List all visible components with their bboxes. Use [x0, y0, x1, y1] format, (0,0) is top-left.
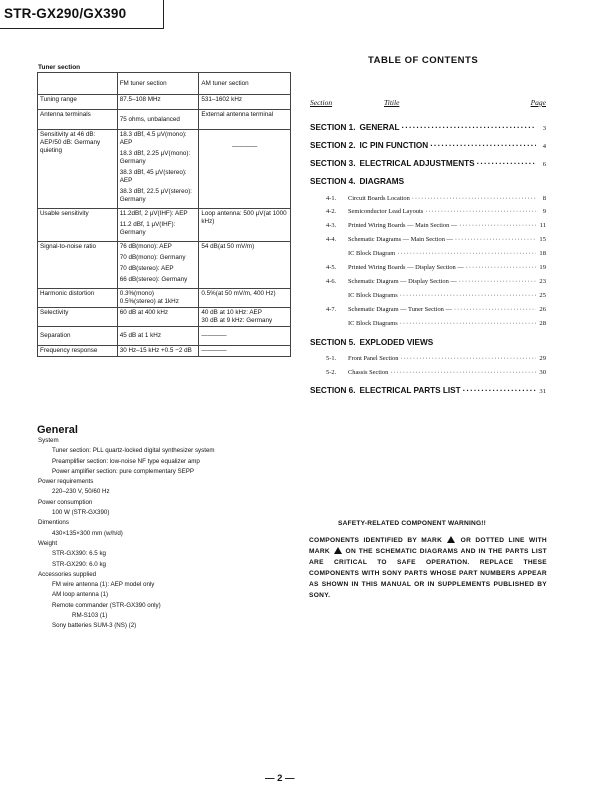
fm-value: 76 dB(mono): AEP: [119, 243, 172, 250]
title-underline: [0, 28, 163, 29]
row-label: Tuning range: [38, 95, 118, 110]
list-item: Sony batteries SUM-3 (NS) (2): [52, 622, 137, 630]
tuner-section-heading: Tuner section: [38, 64, 81, 71]
row-label: Separation: [38, 327, 118, 346]
am-value: External antenna terminal: [199, 110, 291, 130]
am-value: 54 dB(at 50 mV/m): [199, 242, 291, 289]
warning-text: ON THE SCHEMATIC DIAGRAMS AND IN THE PARTS LIST ARE CRITICAL TO SAFE OPERATION. REPLACE THESE COMPONENTS WITH SONY PARTS WHOSE PART NUMBERS APPEAR AS SHOWN IN THIS MANUAL OR IN SUPPLEMENTS PUBLISHED BY SONY.: [309, 548, 547, 600]
toc-entry[interactable]: SECTION 1. GENERAL ····· 3: [310, 123, 546, 132]
fm-value-group: [117, 289, 199, 308]
table-header-row: [38, 73, 291, 95]
table-row: [38, 308, 291, 327]
am-value: 531–1602 kHz: [199, 95, 291, 110]
fm-value-group: [117, 242, 199, 289]
fm-value-group: [117, 130, 199, 209]
list-item: 430×135×300 mm (w/h/d): [52, 529, 123, 537]
header-fm: FM tuner section: [117, 73, 199, 95]
warning-text: OR DOTTED LINE WITH MARK: [309, 537, 547, 556]
fm-value: 38.3 dBf, 45 μV(stereo): AEP: [119, 169, 187, 184]
toc-entry[interactable]: IC Block Diagram ····· 18: [310, 250, 546, 257]
row-label: Sensitivity at 46 dB: AEP/50 dB: Germany quieting: [38, 130, 118, 209]
title-divider: [163, 0, 164, 29]
general-spec-list: [38, 436, 215, 632]
fm-value: 66 dB(stereo): Germany: [119, 276, 188, 283]
list-item: Weight: [38, 539, 58, 547]
list-item: Dimentions: [38, 519, 69, 527]
warning-triangle-icon: [334, 547, 342, 554]
header-am: AM tuner section: [199, 73, 291, 95]
table-row: [38, 289, 291, 308]
list-item: FM wire antenna (1): AEP model only: [52, 581, 155, 589]
toc-col-title: Titile: [384, 98, 400, 107]
toc-entry[interactable]: SECTION 5. EXPLODED VIEWS: [310, 338, 434, 347]
fm-value: 60 dB at 400 kHz: [117, 308, 199, 327]
table-row: [38, 110, 291, 130]
toc-entry[interactable]: 5-2. Chassis Section ····· 30: [310, 369, 546, 376]
table-row: [38, 130, 291, 209]
warning-text: COMPONENTS IDENTIFIED BY MARK: [309, 537, 443, 544]
fm-value: 70 dB(mono): Germany: [119, 254, 186, 261]
table-row: [38, 327, 291, 346]
list-item: AM loop antenna (1): [52, 591, 109, 599]
fm-value: 45 dB at 1 kHz: [117, 327, 199, 346]
list-item: Accessories supplied: [38, 570, 97, 578]
list-item: System: [38, 437, 59, 444]
toc-entry[interactable]: 4-1. Circuit Boards Location ····· 8: [310, 195, 546, 202]
table-row: [38, 209, 291, 242]
toc-entry[interactable]: 4-2. Semiconductor Lead Layouts ····· 9: [310, 208, 546, 215]
fm-value: 11.2dBf, 2 μV(IHF): AEP: [119, 210, 188, 217]
fm-value: 11.2 dBf, 1 μV(IHF): Germany: [119, 221, 176, 236]
am-value: 40 dB at 10 kHz: AEP: [201, 309, 262, 316]
toc-entry[interactable]: IC Block Diagrams ····· 25: [310, 292, 546, 299]
toc-title: TABLE OF CONTENTS: [368, 55, 479, 66]
fm-value: 38.3 dBf, 22.5 μV(stereo): Germany: [119, 188, 192, 203]
toc-entry[interactable]: 4-7. Schematic Diagram — Tuner Section — ····· 26: [310, 306, 546, 313]
am-value-group: [199, 308, 291, 327]
list-item: 100 W (STR-GX390): [52, 509, 110, 517]
table-row: [38, 346, 291, 357]
toc-entry[interactable]: SECTION 6. ELECTRICAL PARTS LIST ····· 31: [310, 386, 546, 395]
model-title: STR-GX290/GX390: [4, 6, 127, 21]
row-label: Selectivity: [38, 308, 118, 327]
fm-value: 18.3 dBf, 4.5 μV(mono): AEP: [119, 131, 187, 146]
tuner-spec-table: [37, 72, 291, 357]
toc-entry[interactable]: 4-5. Printed Wiring Boards — Display Section — ····· 19: [310, 264, 546, 271]
row-label: Frequency response: [38, 346, 118, 357]
general-heading: General: [37, 424, 78, 436]
toc-entry[interactable]: SECTION 4. DIAGRAMS: [310, 177, 405, 186]
header-blank: [38, 73, 118, 95]
list-item: Remote commander (STR-GX390 only): [52, 601, 161, 609]
list-item: Preamplifier section: low-noise NF type equalizer amp: [52, 457, 200, 465]
list-item: 220–230 V, 50/60 Hz: [52, 488, 110, 496]
fm-value: 0.3%(mono): [119, 290, 155, 297]
am-value-cell: [199, 130, 291, 209]
toc-entry[interactable]: 4-3. Printed Wiring Boards — Main Section — ····· 11: [310, 222, 546, 229]
toc-entry[interactable]: SECTION 3. ELECTRICAL ADJUSTMENTS ····· 6: [310, 159, 546, 168]
warning-triangle-icon: [447, 536, 455, 543]
fm-value: 18.3 dBf, 2.25 μV(mono): Germany: [119, 150, 191, 165]
toc-entry[interactable]: 4-4. Schematic Diagrams — Main Section — ····· 15: [310, 236, 546, 243]
toc-entry[interactable]: IC Block Diagrams ····· 28: [310, 320, 546, 327]
am-value: ————: [199, 327, 291, 346]
row-label: Signal-to-noise ratio: [38, 242, 118, 289]
toc-col-page: Page: [530, 98, 546, 107]
row-label: Usable sensitivity: [38, 209, 118, 242]
table-row: [38, 95, 291, 110]
am-value: 0.5%(at 50 mV/m, 400 Hz): [199, 289, 291, 308]
am-value: 30 dB at 9 kHz: Germany: [201, 317, 273, 324]
fm-value-group: [117, 209, 199, 242]
fm-value: 75 ohms, unbalanced: [117, 110, 199, 130]
row-label: Harmonic distortion: [38, 289, 118, 308]
list-item: RM-S103 (1): [72, 612, 108, 620]
toc-entry[interactable]: 5-1. Front Panel Section ····· 29: [310, 355, 546, 362]
page-number: — 2 —: [265, 773, 295, 784]
toc-col-section: Section: [310, 98, 333, 107]
safety-warning-title: SAFETY-RELATED COMPONENT WARNING!!: [338, 520, 487, 527]
list-item: Power consumption: [38, 498, 93, 506]
fm-value: 87.5–108 MHz: [117, 95, 199, 110]
fm-value: 0.5%(stereo) at 1kHz: [119, 298, 179, 305]
list-item: Power amplifier section: pure complementary SEPP: [52, 467, 195, 475]
safety-warning-body: [309, 535, 547, 602]
fm-value: 70 dB(stereo): AEP: [119, 265, 174, 272]
am-value: ————: [199, 346, 291, 357]
list-item: STR-GX390: 6.5 kg: [52, 550, 106, 558]
list-item: Tuner section: PLL quartz-locked digital synthesizer system: [52, 447, 215, 455]
row-label: Antenna terminals: [38, 110, 118, 130]
toc-entry[interactable]: 4-6. Schematic Diagram — Display Section — ····· 23: [310, 278, 546, 285]
table-row: [38, 242, 291, 289]
am-value: ————: [232, 143, 258, 150]
list-item: Power requirements: [38, 478, 94, 486]
am-value: Loop antenna: 500 μV(at 1000 kHz): [199, 209, 291, 242]
toc-entry[interactable]: SECTION 2. IC PIN FUNCTION ····· 4: [310, 141, 546, 150]
fm-value: 30 Hz–15 kHz +0.5 −2 dB: [117, 346, 199, 357]
list-item: STR-GX290: 6.0 kg: [52, 560, 106, 568]
